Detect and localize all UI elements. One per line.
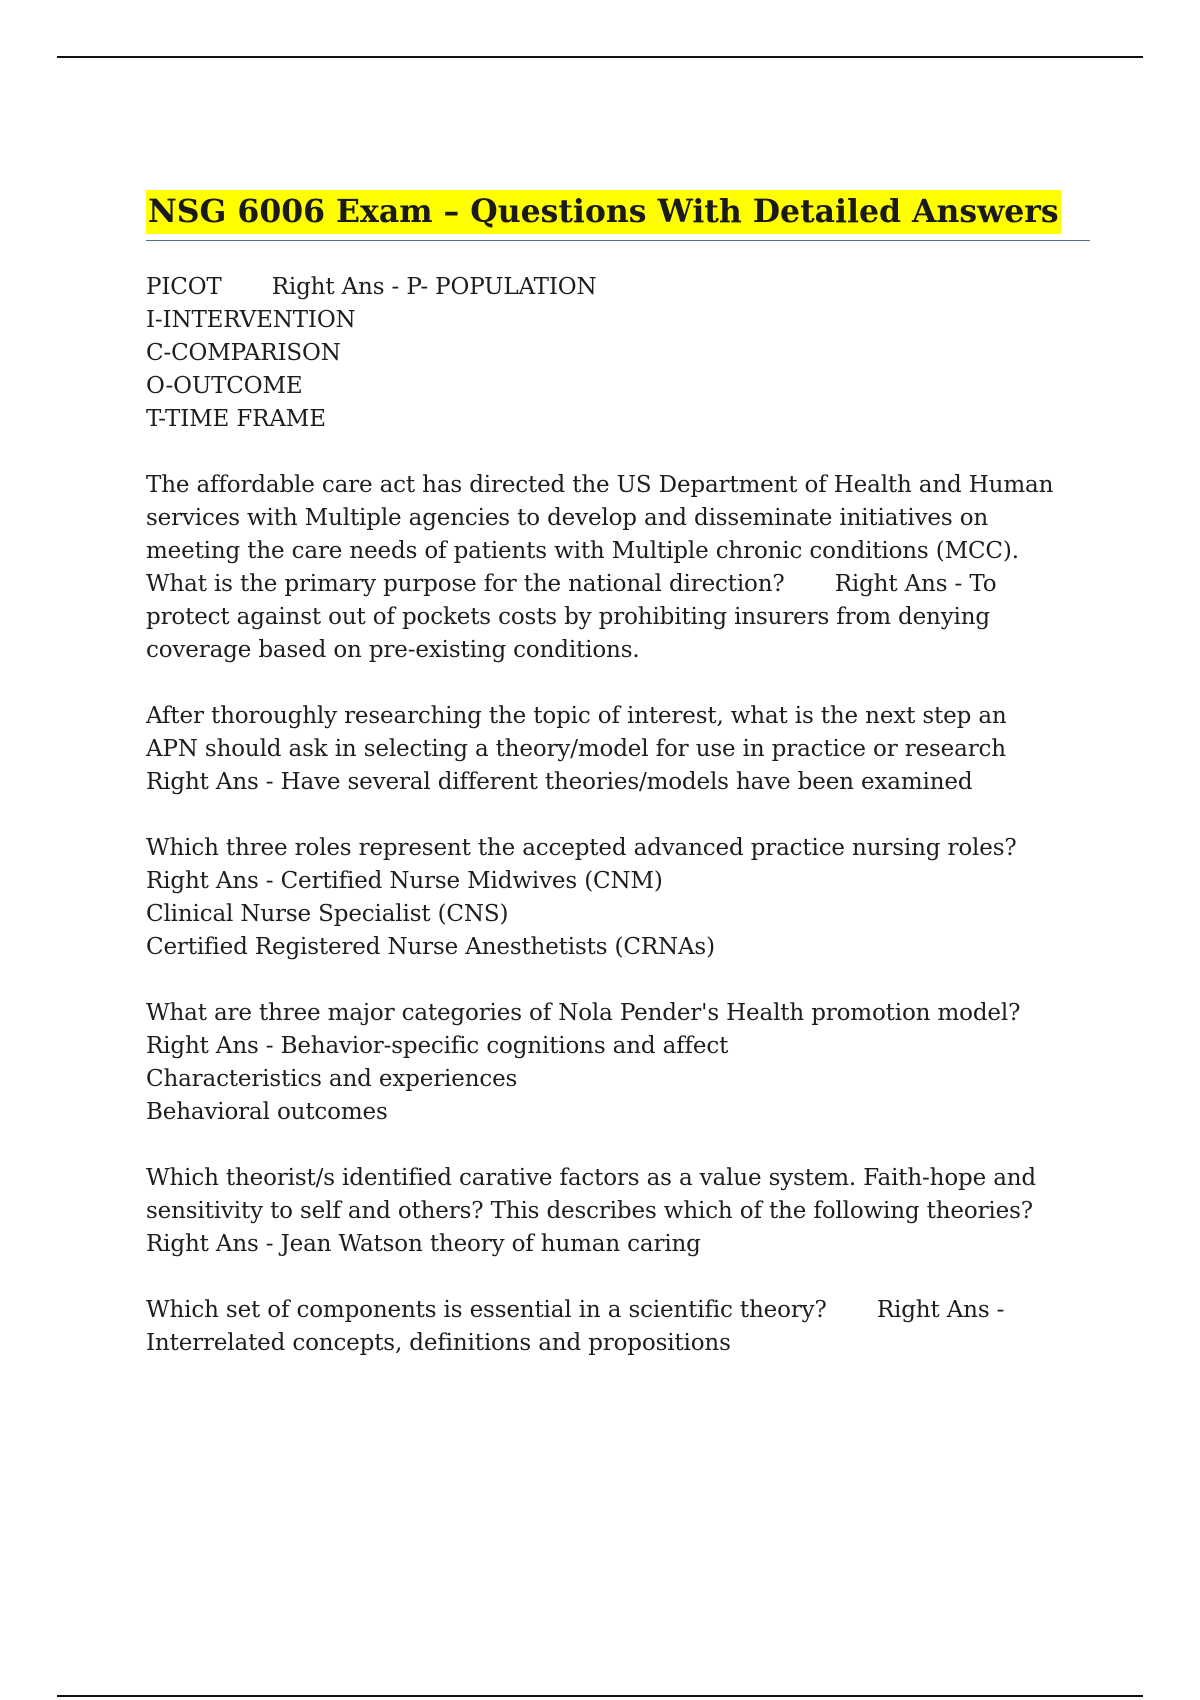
qa-picot: PICOT Right Ans - P- POPULATION I-INTERVENTION C-COMPARISON O-OUTCOME T-TIME FRAME [146, 274, 597, 432]
qa-affordable-care-act: The affordable care act has directed the US Department of Health and Human services with Multiple agencies to develop and disseminate initiatives on meeting the care needs of patients with Multiple chronic conditions (MCC). What is the primary purpose for the national direction? Right Ans - To protect against out of pockets costs by prohibiting insurers from denying coverage based on pre-existing conditions. [146, 472, 1054, 663]
qa-carative-factors: Which theorist/s identified carative factors as a value system. Faith-hope and sensitivity to self and others? This describes which of the following theories? Right Ans - Jean Watson theory of human caring [146, 1165, 1037, 1257]
document-body [146, 190, 1090, 1393]
title-block [146, 190, 1090, 241]
page-top-rule [57, 56, 1143, 58]
qa-scientific-theory: Which set of components is essential in a scientific theory? Right Ans - Interrelated concepts, definitions and propositions [146, 1297, 1005, 1356]
qa-apn-roles: Which three roles represent the accepted advanced practice nursing roles? Right Ans - Certified Nurse Midwives (CNM) Clinical Nurse Specialist (CNS) Certified Registered Nurse Anesthetists (CRNAs) [146, 835, 1017, 960]
document-title: NSG 6006 Exam – Questions With Detailed Answers [146, 190, 1061, 234]
qa-theory-selection: After thoroughly researching the topic of interest, what is the next step an APN should ask in selecting a theory/model for use in practice or research Right Ans - Have several different theories/models have been examined [146, 703, 1007, 795]
page-bottom-rule [57, 1695, 1143, 1697]
qa-pender-model: What are three major categories of Nola Pender's Health promotion model? Right Ans - Behavior-specific cognitions and affect Characteristics and experiences Behavioral outcomes [146, 1000, 1021, 1125]
